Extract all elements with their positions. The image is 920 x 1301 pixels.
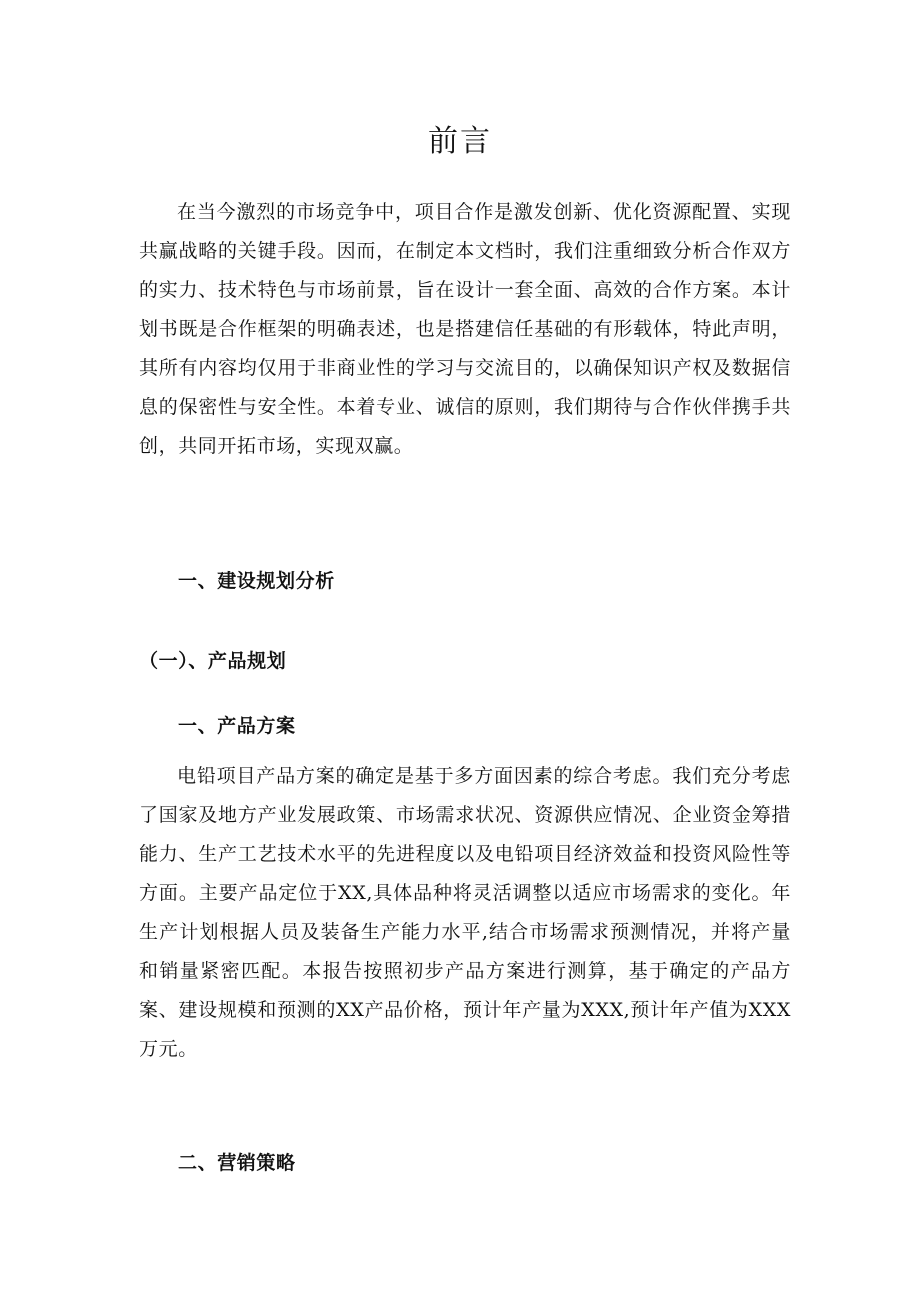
page-title: 前言: [428, 124, 492, 159]
intro-paragraph: 在当今激烈的市场竞争中，项目合作是激发创新、优化资源配置、实现共赢战略的关键手段。因而，在制定本文档时，我们注重细致分析合作双方的实力、技术特色与市场前景，旨在设计一套全面、高效的合作方案。本计划书既是合作框架的明确表述，也是搭建信任基础的有形载体，特此声明，其所有内容均仅用于非商业性的学习与交流目的，以确保知识产权及数据信息的保密性与安全性。本着专业、诚信的原则，我们期待与合作伙伴携手共创，共同开拓市场，实现双赢。: [139, 201, 791, 457]
sub-heading-marketing-strategy: 二、营销策略: [178, 1152, 296, 1174]
subsection-heading-product-planning: （一）、产品规划: [139, 650, 287, 672]
section-heading-construction-planning: 一、建设规划分析: [178, 570, 335, 592]
sub-heading-product-plan: 一、产品方案: [178, 715, 296, 737]
product-plan-paragraph: 电铅项目产品方案的确定是基于多方面因素的综合考虑。我们充分考虑了国家及地方产业发展政策、市场需求状况、资源供应情况、企业资金筹措能力、生产工艺技术水平的先进程度以及电铅项目经济效益和投资风险性等方面。主要产品定位于XX,具体品种将灵活调整以适应市场需求的变化。年生产计划根据人员及装备生产能力水平,结合市场需求预测情况，并将产量和销量紧密匹配。本报告按照初步产品方案进行测算，基于确定的产品方案、建设规模和预测的XX产品价格，预计年产量为XXX,预计年产值为XXX万元。: [139, 765, 791, 1060]
